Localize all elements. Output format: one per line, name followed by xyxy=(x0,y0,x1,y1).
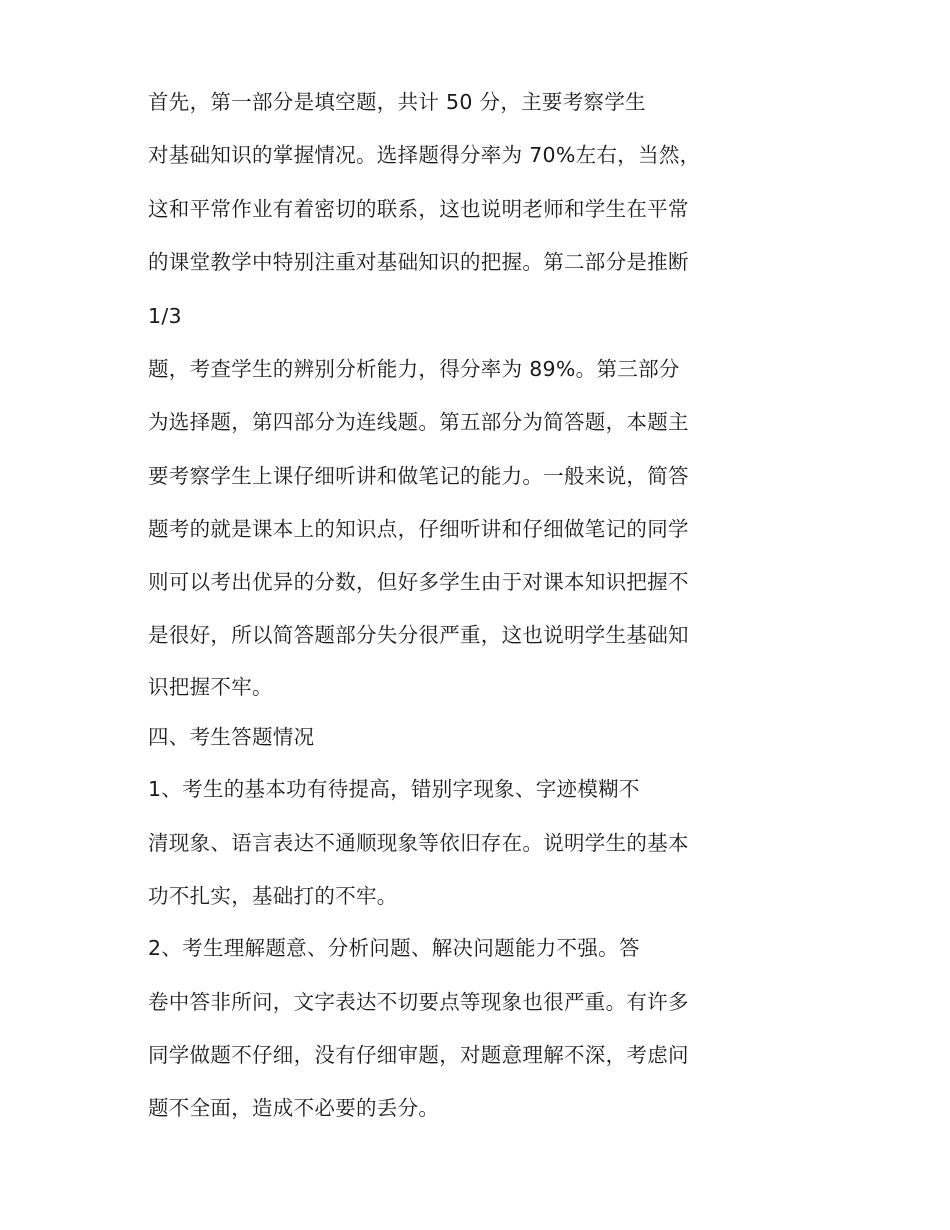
text-line: 则可以考出优异的分数，但好多学生由于对课本知识把握不 xyxy=(148,570,689,594)
text-line: 首先，第一部分是填空题，共计 50 分，主要考察学生 xyxy=(148,90,646,114)
text-line: 识把握不牢。 xyxy=(148,675,273,699)
text-line: 清现象、语言表达不通顺现象等依旧存在。说明学生的基本 xyxy=(148,831,689,855)
text-line: 题，考查学生的辨别分析能力，得分率为 89%。第三部分 xyxy=(148,357,680,381)
text-line: 的课堂教学中特别注重对基础知识的把握。第二部分是推断 xyxy=(148,250,689,274)
text-line: 1、考生的基本功有待提高，错别字现象、字迹模糊不 xyxy=(148,777,640,801)
text-line: 题考的就是课本上的知识点，仔细听讲和仔细做笔记的同学 xyxy=(148,517,689,541)
section-heading: 四、考生答题情况 xyxy=(148,725,315,749)
text-line: 题不全面，造成不必要的丢分。 xyxy=(148,1096,440,1120)
text-line: 对基础知识的掌握情况。选择题得分率为 70%左右，当然， xyxy=(148,143,701,167)
text-line: 是很好，所以简答题部分失分很严重，这也说明学生基础知 xyxy=(148,623,689,647)
text-line: 这和平常作业有着密切的联系，这也说明老师和学生在平常 xyxy=(148,197,689,221)
text-line: 同学做题不仔细，没有仔细审题，对题意理解不深，考虑问 xyxy=(148,1043,689,1067)
text-line: 要考察学生上课仔细听讲和做笔记的能力。一般来说，简答 xyxy=(148,464,689,488)
text-line: 为选择题，第四部分为连线题。第五部分为简答题，本题主 xyxy=(148,410,689,434)
page-number: 1/3 xyxy=(148,304,182,328)
text-line: 功不扎实，基础打的不牢。 xyxy=(148,884,398,908)
text-line: 卷中答非所问，文字表达不切要点等现象也很严重。有许多 xyxy=(148,990,689,1014)
text-line: 2、考生理解题意、分析问题、解决问题能力不强。答 xyxy=(148,936,640,960)
